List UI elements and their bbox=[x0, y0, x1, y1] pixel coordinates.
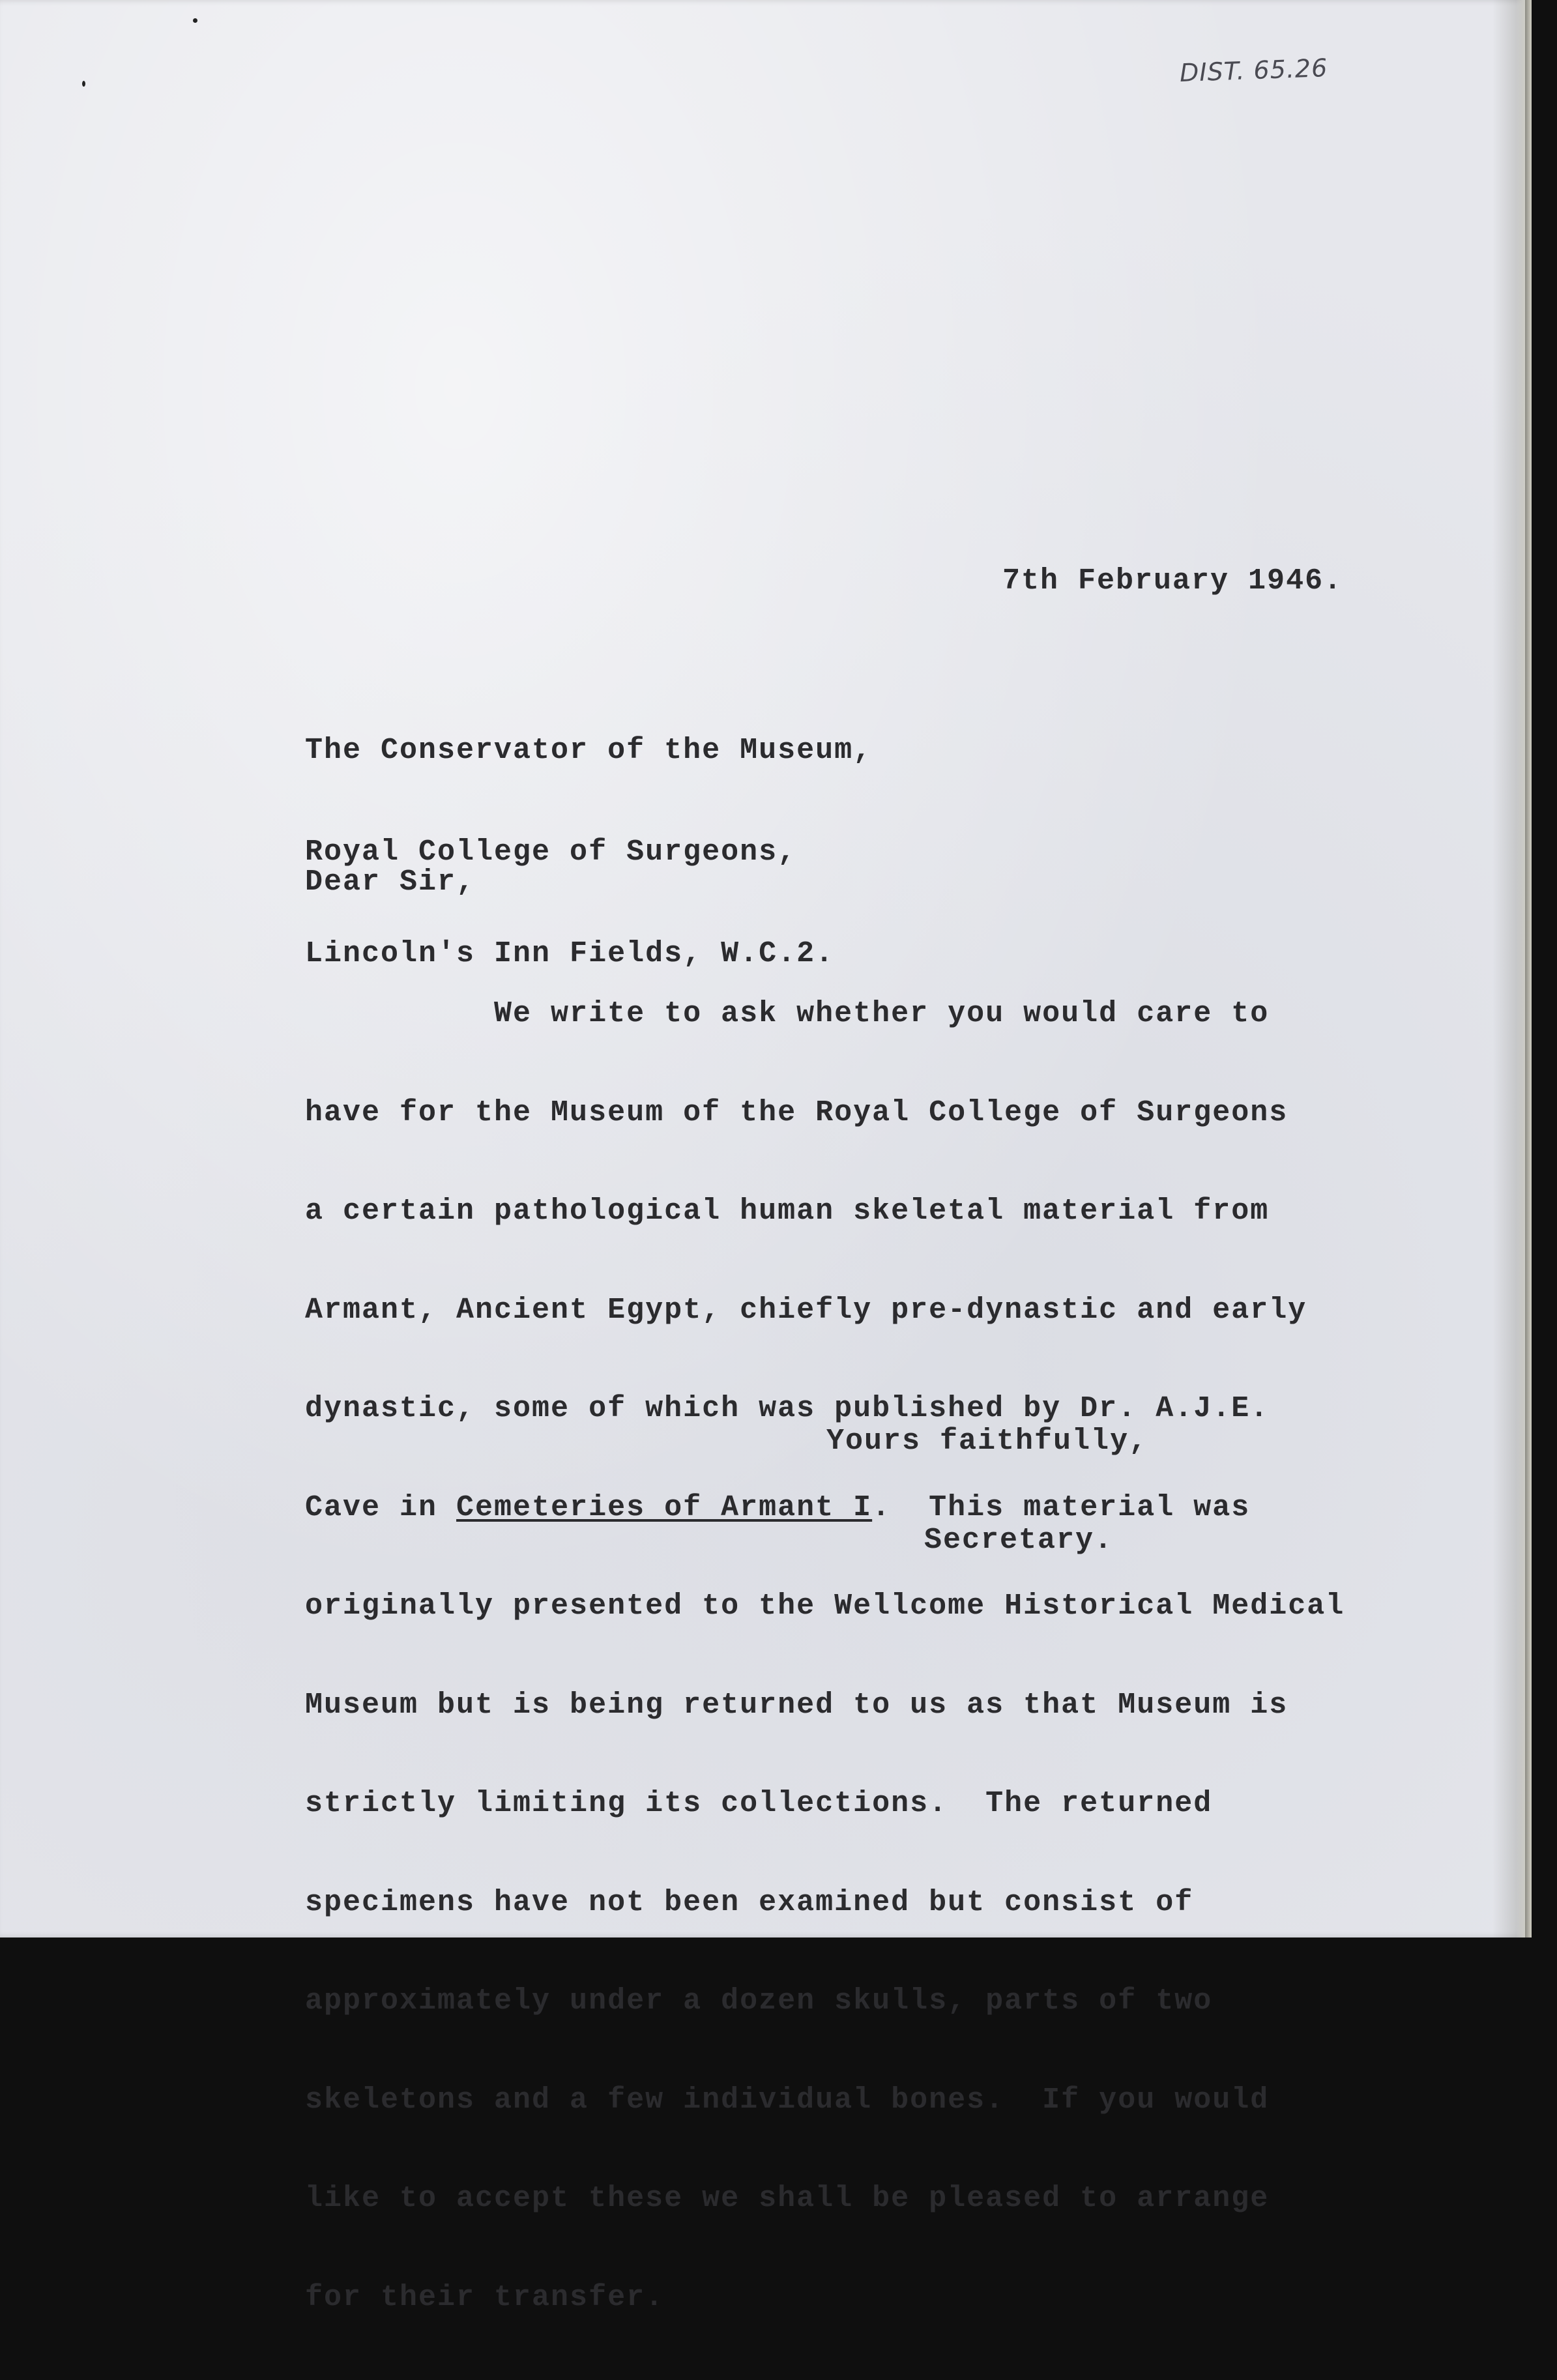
closing: Yours faithfully, bbox=[826, 1425, 1148, 1458]
body-line: specimens have not been examined but consist of bbox=[305, 1885, 1194, 1919]
body-text-segment: Cave in bbox=[305, 1490, 457, 1524]
body-line: We write to ask whether you would care to bbox=[305, 997, 1270, 1030]
letter-body bbox=[305, 932, 1345, 2380]
body-line: Armant, Ancient Egypt, chiefly pre-dynastic and early bbox=[305, 1293, 1307, 1327]
signature: Secretary. bbox=[924, 1524, 1114, 1557]
publication-title: Cemeteries of Armant I bbox=[456, 1490, 873, 1524]
body-line: like to accept these we shall be pleased to arrange bbox=[305, 2182, 1270, 2215]
body-line: skeletons and a few individual bones. If you would bbox=[305, 2083, 1270, 2117]
salutation: Dear Sir, bbox=[305, 865, 476, 899]
body-text-segment: . This material was bbox=[872, 1490, 1251, 1524]
body-line: have for the Museum of the Royal College of Surgeons bbox=[305, 1096, 1288, 1129]
body-line: approximately under a dozen skulls, parts of two bbox=[305, 1984, 1213, 2018]
reference-note: DIST. 65.26 bbox=[1179, 53, 1328, 87]
paper-edge bbox=[1492, 0, 1532, 1937]
body-line: strictly limiting its collections. The returned bbox=[305, 1787, 1213, 1820]
body-line: a certain pathological human skeletal material from bbox=[305, 1195, 1270, 1228]
body-line: Museum but is being returned to us as that Museum is bbox=[305, 1688, 1288, 1722]
letter-date: 7th February 1946. bbox=[1002, 564, 1343, 598]
ink-speck bbox=[82, 81, 85, 87]
addressee-line: Royal College of Surgeons, bbox=[305, 835, 797, 869]
body-line: dynastic, some of which was published by Dr. A.J.E. bbox=[305, 1392, 1270, 1425]
ink-speck bbox=[193, 18, 197, 23]
addressee-line: Lincoln's Inn Fields, W.C.2. bbox=[305, 937, 835, 970]
body-line: for their transfer. bbox=[305, 2280, 665, 2314]
addressee-line: The Conservator of the Museum, bbox=[305, 734, 873, 767]
body-line bbox=[305, 1492, 1345, 1525]
body-line: originally presented to the Wellcome Historical Medical bbox=[305, 1589, 1345, 1623]
